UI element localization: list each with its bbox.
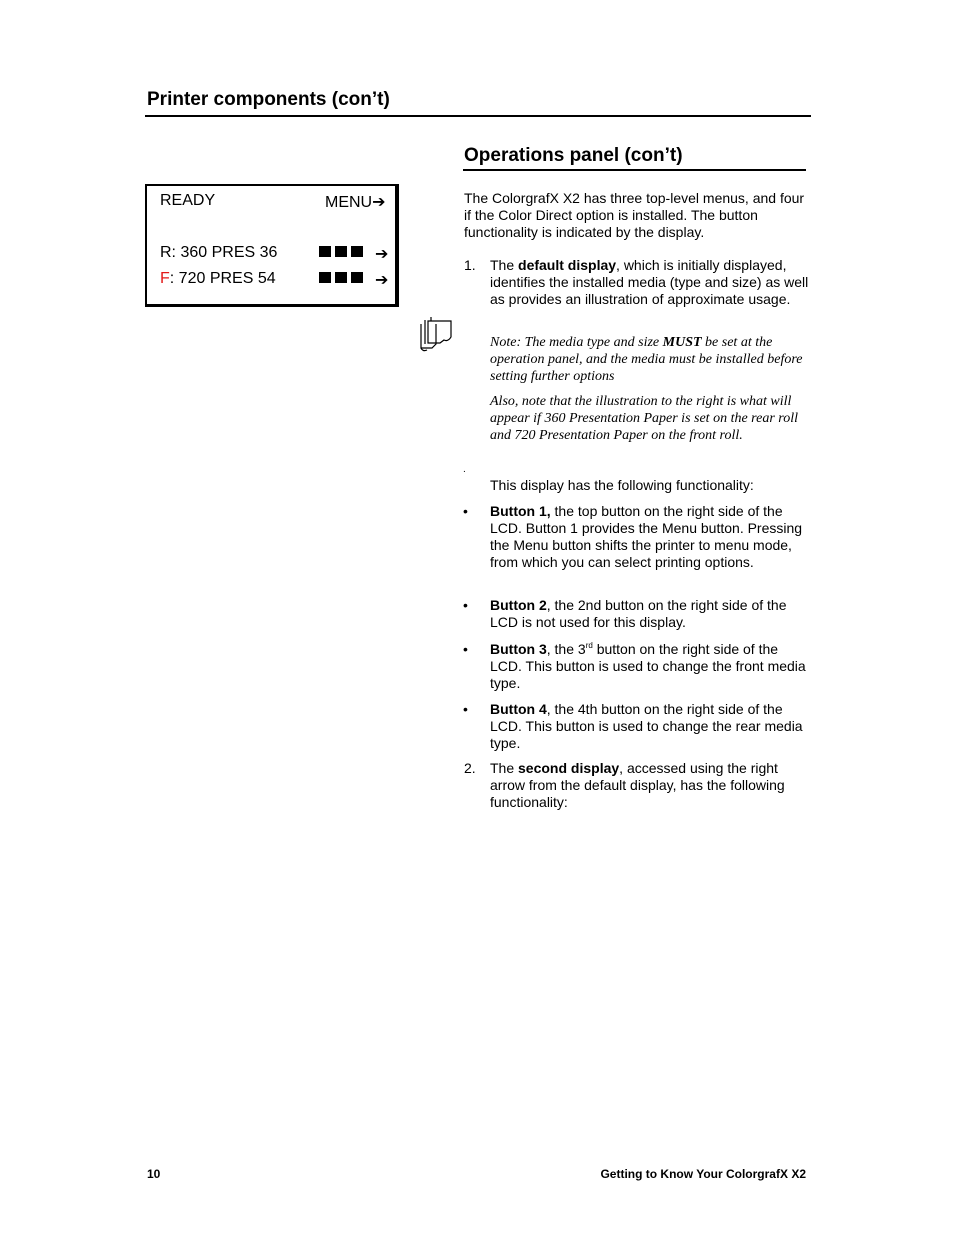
note-icon	[418, 316, 456, 354]
usage-block	[335, 246, 347, 257]
list-number-1: 1.	[464, 257, 476, 273]
list-number-2: 2.	[464, 760, 476, 776]
bullet-item-button-1: Button 1, the top button on the right side of the LCD. Button 1 provides the Menu button. Pressing the Menu button shifts the printer to menu mode, from which you can select printing options.	[490, 503, 803, 570]
usage-block	[319, 246, 331, 257]
usage-block	[319, 272, 331, 283]
functionality-intro: This display has the following functionality:	[490, 477, 754, 493]
illustration-note: Also, note that the illustration to the right is what will appear if 360 Presentation Paper is set on the rear roll and 720 Presentation Paper on the front roll.	[490, 394, 798, 443]
rear-arrow-icon: ➔	[375, 246, 389, 263]
bullet-icon: •	[463, 597, 468, 613]
bullet-item-button-3: Button 3, the 3rd button on the right side of the LCD. This button is used to change the front media type.	[490, 641, 806, 691]
bullet-item-button-2: Button 2, the 2nd button on the right side of the LCD is not used for this display.	[490, 597, 787, 630]
bullet-icon: •	[463, 641, 468, 657]
section-rule	[463, 169, 806, 171]
title-rule	[145, 115, 811, 117]
usage-block	[335, 272, 347, 283]
bullet-item-button-4: Button 4, the 4th button on the right side of the LCD. This button is used to change the rear media type.	[490, 701, 803, 751]
menu-arrow-icon: ➔	[372, 194, 386, 211]
item-1-text: The default display, which is initially displayed, identifies the installed media (type and size) as well as provides an illustration of approximate usage.	[490, 257, 809, 307]
bullet-icon: •	[463, 503, 468, 519]
bullet-icon: •	[463, 701, 468, 717]
page-number: 10	[147, 1167, 161, 1181]
lcd-rear-media: R: 360 PRES 36	[160, 244, 278, 261]
section-title: Operations panel (con’t)	[464, 145, 683, 166]
usage-block	[351, 272, 363, 283]
footer-title: Getting to Know Your ColorgrafX X2	[600, 1167, 806, 1181]
front-arrow-icon: ➔	[375, 272, 389, 289]
item-2-text: The second display, accessed using the right arrow from the default display, has the following functionality:	[490, 760, 785, 810]
lcd-menu-label: MENU➔	[325, 194, 386, 211]
usage-block	[351, 246, 363, 257]
intro-paragraph: The ColorgrafX X2 has three top-level menus, and four if the Color Direct option is installed. The button functionality is indicated by the display.	[464, 190, 805, 240]
lcd-display	[145, 184, 399, 307]
rear-usage-bar	[319, 246, 365, 257]
note-paragraph: Note: The media type and size MUST be set at the operation panel, and the media must be installed before setting further options	[490, 335, 803, 384]
page-title: Printer components (con’t)	[147, 89, 390, 110]
lcd-front-media: F: 720 PRES 54	[160, 270, 276, 287]
front-usage-bar	[319, 272, 365, 283]
lcd-ready-label: READY	[160, 192, 216, 209]
stray-dot: .	[463, 464, 466, 475]
